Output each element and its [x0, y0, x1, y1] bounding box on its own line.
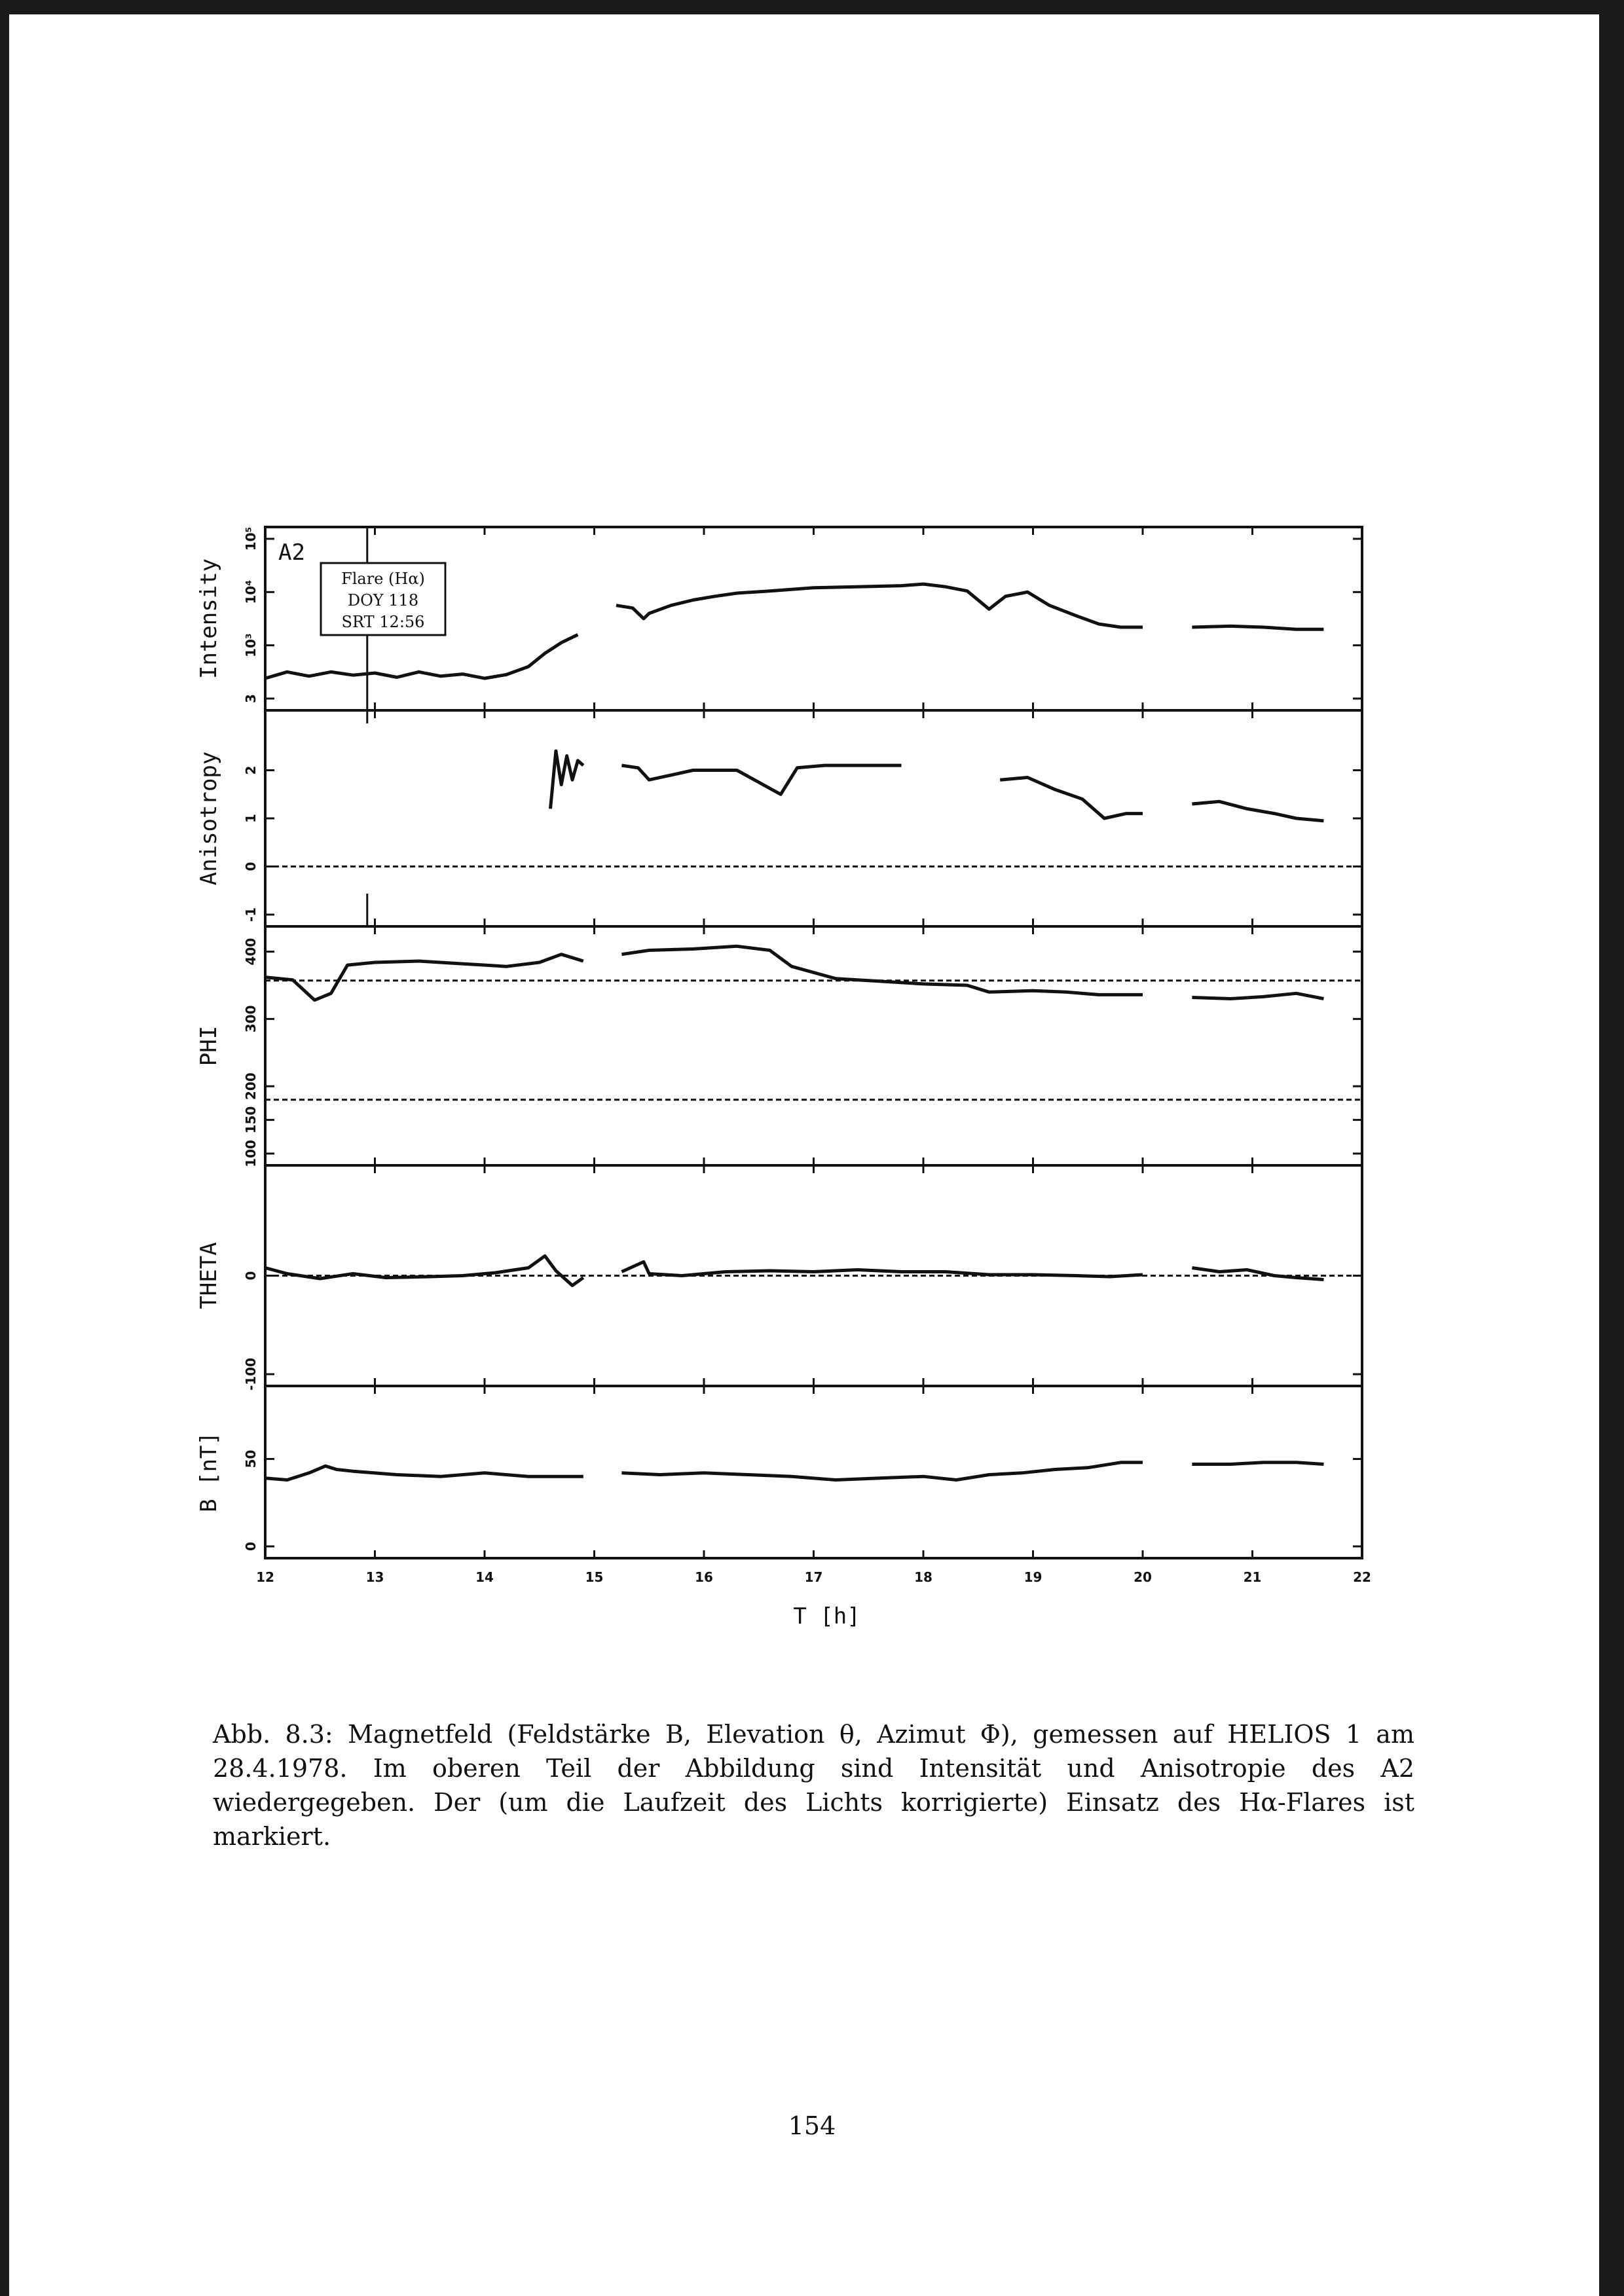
y-axis-label-phi: PHI [196, 1025, 222, 1066]
series-line-phi [621, 946, 1143, 994]
helios-magnetic-field-figure [190, 511, 1401, 1650]
y-tick-label: 2 [243, 765, 259, 775]
panel-b_field [196, 1386, 1362, 1558]
x-tick-label: 21 [1243, 1569, 1262, 1585]
y-tick-label: 0 [243, 862, 259, 871]
flare-annotation-line: DOY 118 [347, 591, 419, 610]
caption-label: Abb. 8.3: [213, 1720, 333, 1749]
y-axis-label-b_field: B [nT] [196, 1432, 222, 1512]
page-number: 154 [788, 2111, 836, 2140]
scan-border-right [1599, 0, 1624, 2296]
series-line-anisotropy [1192, 801, 1323, 820]
series-line-phi [265, 955, 583, 1000]
x-tick-label: 19 [1024, 1569, 1043, 1585]
series-line-b_field [1192, 1463, 1323, 1465]
x-tick-label: 13 [365, 1569, 384, 1585]
x-tick-label: 20 [1134, 1569, 1152, 1585]
y-axis-label-theta: THETA [196, 1242, 222, 1309]
caption-text: Magnetfeld (Feldstärke B, Elevation θ, Azimut Φ), gemessen auf HELIOS 1 am 28.4.1978. Im oberen Teil der Abbildung sind Intensität und Anisotropie des A2 wiedergegeben. Der (um die Laufzeit des Lichts korrigierte) Einsatz des Hα-Flares ist markiert. [213, 1720, 1414, 1851]
series-line-phi [1192, 993, 1323, 998]
y-tick-label: 150 [243, 1106, 259, 1134]
y-tick-label: 0 [243, 1542, 259, 1551]
panel-theta [196, 1165, 1362, 1391]
y-tick-label: 10³ [243, 633, 259, 657]
scan-border-top [0, 0, 1624, 14]
x-tick-label: 18 [914, 1569, 932, 1585]
series-line-b_field [265, 1466, 583, 1480]
x-axis-label: T [h] [793, 1603, 860, 1630]
y-tick-label: -1 [243, 907, 259, 922]
panel-label-a2: A2 [278, 539, 305, 566]
y-tick-label: 200 [243, 1072, 259, 1101]
series-line-anisotropy [551, 751, 583, 809]
flare-annotation-line: SRT 12:56 [341, 613, 425, 631]
panel-anisotropy [196, 710, 1362, 926]
x-tick-label: 16 [695, 1569, 713, 1585]
x-tick-label: 15 [585, 1569, 604, 1585]
y-tick-label: 300 [243, 1005, 259, 1033]
y-tick-label: 100 [243, 1140, 259, 1167]
figure-caption [213, 1717, 1414, 1853]
series-line-intensity [1192, 626, 1323, 629]
panel-phi [196, 926, 1362, 1167]
y-tick-label: 3 [243, 694, 259, 703]
y-tick-label: 0 [243, 1271, 259, 1281]
x-tick-label: 14 [475, 1569, 494, 1585]
y-tick-label: 10⁴ [243, 580, 259, 604]
flare-annotation-line: Flare (Hα) [341, 570, 425, 588]
y-tick-label: 50 [243, 1449, 259, 1468]
y-tick-label: 10⁵ [243, 526, 259, 551]
y-tick-label: 1 [243, 814, 259, 823]
series-line-anisotropy [621, 765, 901, 794]
series-line-theta [1192, 1268, 1323, 1280]
y-tick-label: -100 [243, 1357, 259, 1391]
series-line-intensity [616, 584, 1143, 627]
y-tick-label: 400 [243, 938, 259, 966]
y-axis-label-anisotropy: Anisotropy [196, 751, 222, 886]
plot-frame [265, 527, 1362, 1558]
series-line-intensity [265, 634, 578, 678]
x-tick-label: 17 [804, 1569, 823, 1585]
y-axis-label-intensity: Intensity [196, 558, 222, 680]
x-tick-label: 22 [1353, 1569, 1371, 1585]
stacked-time-series-chart [190, 511, 1401, 1650]
series-line-b_field [621, 1463, 1143, 1480]
series-line-theta [265, 1256, 583, 1285]
series-line-anisotropy [1000, 778, 1143, 819]
series-line-theta [621, 1262, 1143, 1277]
scan-border-left [0, 0, 9, 2296]
x-tick-label: 12 [256, 1569, 274, 1585]
